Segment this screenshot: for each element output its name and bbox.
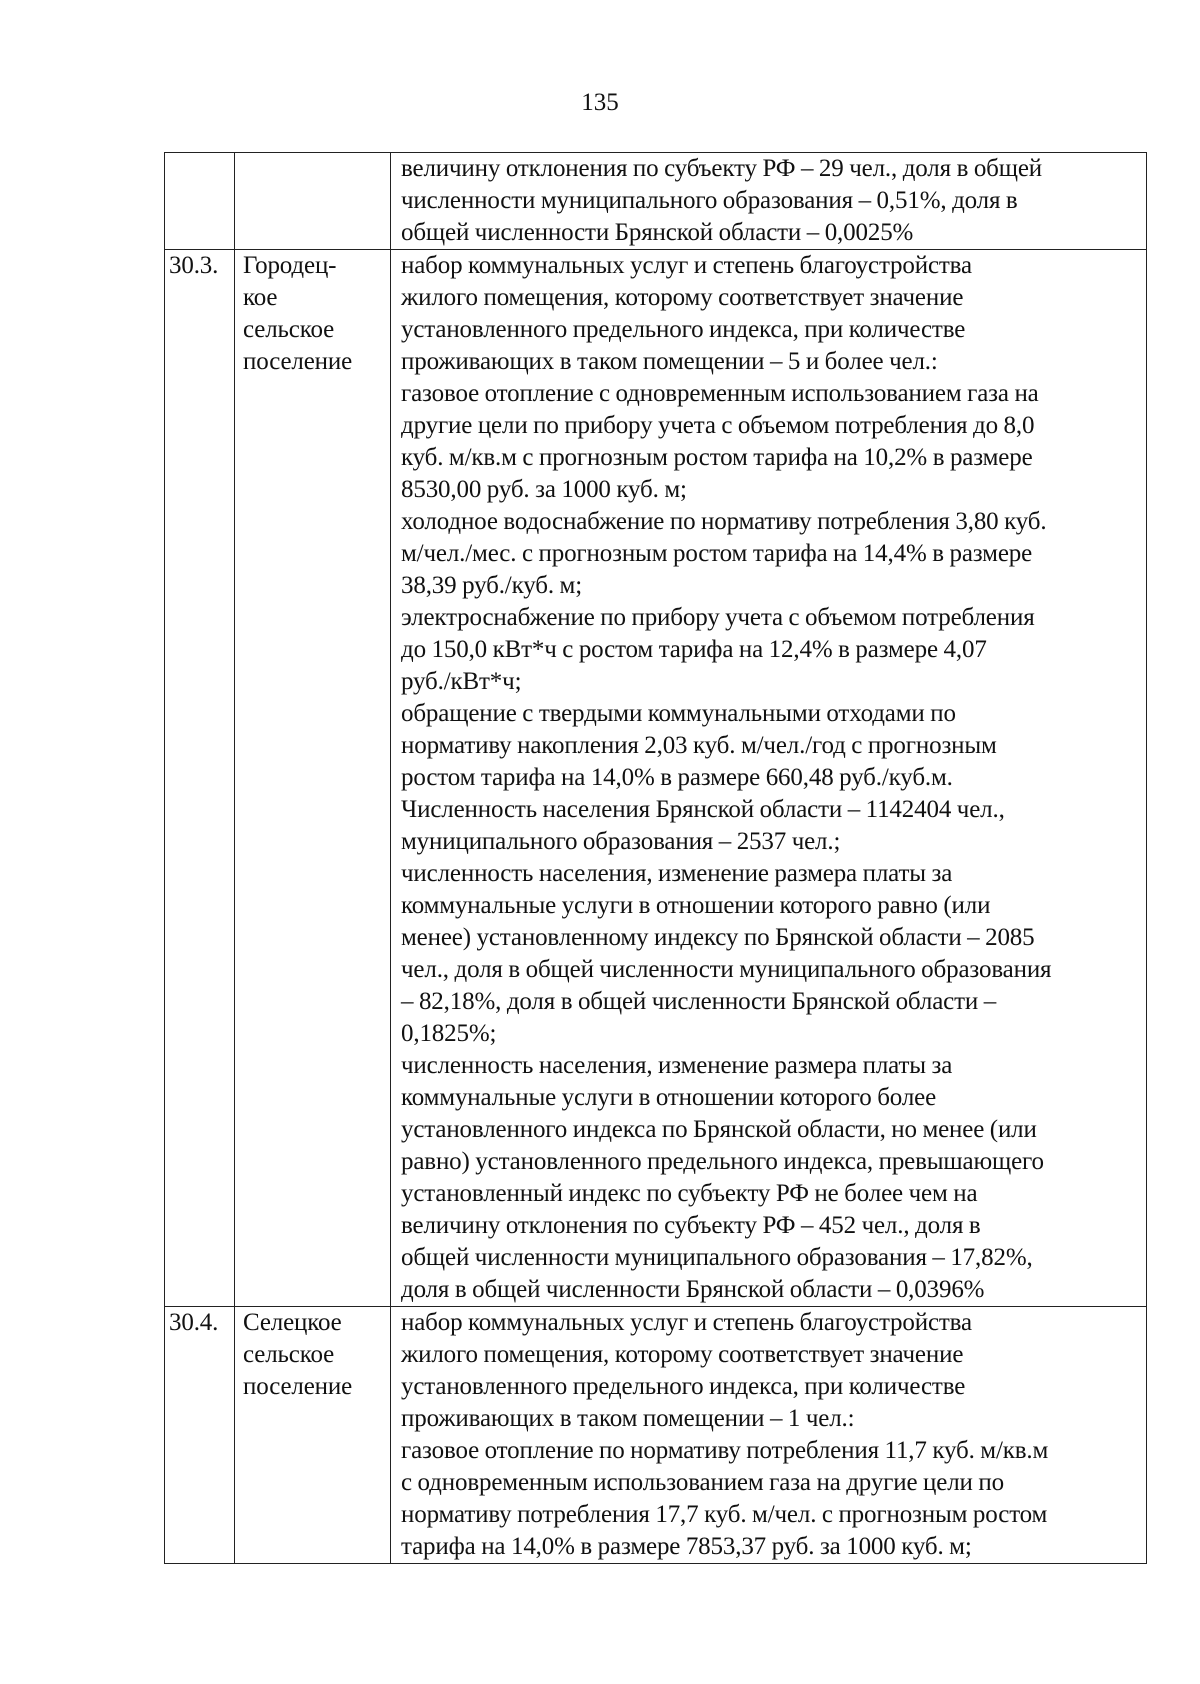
description-line: величину отклонения по субъекту РФ – 29 чел., доля в общей	[401, 155, 1043, 182]
description-line: тарифа на 14,0% в размере 7853,37 руб. за 1000 куб. м;	[401, 1533, 972, 1560]
settlement-name-line: поселение	[243, 1373, 353, 1400]
description-line: до 150,0 кВт*ч с ростом тарифа на 12,4% в размере 4,07	[401, 636, 987, 663]
description-line: другие цели по прибору учета с объемом потребления до 8,0	[401, 412, 1035, 439]
description-line: установленного предельного индекса, при количестве	[401, 316, 966, 343]
description-line: нормативу накопления 2,03 куб. м/чел./год с прогнозным	[401, 732, 997, 759]
table-row	[165, 1307, 1147, 1564]
description-line: 0,1825%;	[401, 1020, 497, 1047]
description-line: доля в общей численности Брянской области – 0,0396%	[401, 1276, 985, 1303]
description-line: установленный индекс по субъекту РФ не более чем на	[401, 1180, 978, 1207]
description-line: газовое отопление с одновременным использованием газа на	[401, 380, 1039, 407]
description-line: газовое отопление по нормативу потребления 11,7 куб. м/кв.м	[401, 1437, 1049, 1464]
settlement-name-line: сельское	[243, 1341, 335, 1368]
row-number-cell	[165, 1307, 235, 1564]
settlement-name-line: кое	[243, 284, 278, 311]
row-number: 30.4.	[169, 1309, 219, 1336]
row-number: 30.3.	[169, 252, 219, 279]
table-row	[165, 250, 1147, 1307]
description-line: численность населения, изменение размера платы за	[401, 1052, 953, 1079]
description-line: – 82,18%, доля в общей численности Брянской области –	[401, 988, 997, 1015]
description-line: установленного индекса по Брянской области, но менее (или	[401, 1116, 1037, 1143]
description-line: численность населения, изменение размера платы за	[401, 860, 953, 887]
description-line: коммунальные услуги в отношении которого более	[401, 1084, 937, 1111]
description-line: установленного предельного индекса, при количестве	[401, 1373, 966, 1400]
description-line: муниципального образования – 2537 чел.;	[401, 828, 841, 855]
description-cell	[391, 1307, 1147, 1564]
description-cell	[391, 250, 1147, 1307]
settlement-name-line: Селецкое	[243, 1309, 342, 1336]
settlement-name-line: Городец-	[243, 252, 337, 279]
description-cell	[391, 153, 1147, 250]
description-line: с одновременным использованием газа на другие цели по	[401, 1469, 1004, 1496]
description-line: холодное водоснабжение по нормативу потребления 3,80 куб.	[401, 508, 1047, 535]
description-line: менее) установленному индексу по Брянской области – 2085	[401, 924, 1035, 951]
description-line: коммунальные услуги в отношении которого равно (или	[401, 892, 991, 919]
page-number: 135	[581, 89, 619, 116]
description-line: электроснабжение по прибору учета с объемом потребления	[401, 604, 1035, 631]
description-line: жилого помещения, которому соответствует значение	[401, 1341, 964, 1368]
description-line: обращение с твердыми коммунальными отходами по	[401, 700, 956, 727]
settlement-name-line: поселение	[243, 348, 353, 375]
description-line: руб./кВт*ч;	[401, 668, 522, 695]
description-line: ростом тарифа на 14,0% в размере 660,48 руб./куб.м.	[401, 764, 953, 791]
settlement-name-cell	[235, 250, 391, 1307]
table-body	[165, 153, 1147, 1564]
row-number-cell	[165, 250, 235, 1307]
table-row	[165, 153, 1147, 250]
description-line: жилого помещения, которому соответствует значение	[401, 284, 964, 311]
description-line: Численность населения Брянской области – 1142404 чел.,	[401, 796, 1005, 823]
description-line: численности муниципального образования – 0,51%, доля в	[401, 187, 1018, 214]
description-line: равно) установленного предельного индекса, превышающего	[401, 1148, 1044, 1175]
description-line: общей численности Брянской области – 0,0025%	[401, 219, 914, 246]
settlement-name-cell	[235, 1307, 391, 1564]
description-line: куб. м/кв.м с прогнозным ростом тарифа на 10,2% в размере	[401, 444, 1033, 471]
description-line: общей численности муниципального образования – 17,82%,	[401, 1244, 1033, 1271]
description-line: проживающих в таком помещении – 5 и более чел.:	[401, 348, 938, 375]
document-table	[164, 152, 1147, 1564]
description-line: нормативу потребления 17,7 куб. м/чел. с прогнозным ростом	[401, 1501, 1048, 1528]
description-line: набор коммунальных услуг и степень благоустройства	[401, 252, 972, 279]
settlement-name-cell	[235, 153, 391, 250]
row-number-cell	[165, 153, 235, 250]
description-line: набор коммунальных услуг и степень благоустройства	[401, 1309, 972, 1336]
description-line: величину отклонения по субъекту РФ – 452 чел., доля в	[401, 1212, 981, 1239]
description-line: 38,39 руб./куб. м;	[401, 572, 583, 599]
description-line: 8530,00 руб. за 1000 куб. м;	[401, 476, 687, 503]
description-line: м/чел./мес. с прогнозным ростом тарифа на 14,4% в размере	[401, 540, 1033, 567]
settlement-name-line: сельское	[243, 316, 335, 343]
description-line: чел., доля в общей численности муниципального образования	[401, 956, 1052, 983]
description-line: проживающих в таком помещении – 1 чел.:	[401, 1405, 855, 1432]
